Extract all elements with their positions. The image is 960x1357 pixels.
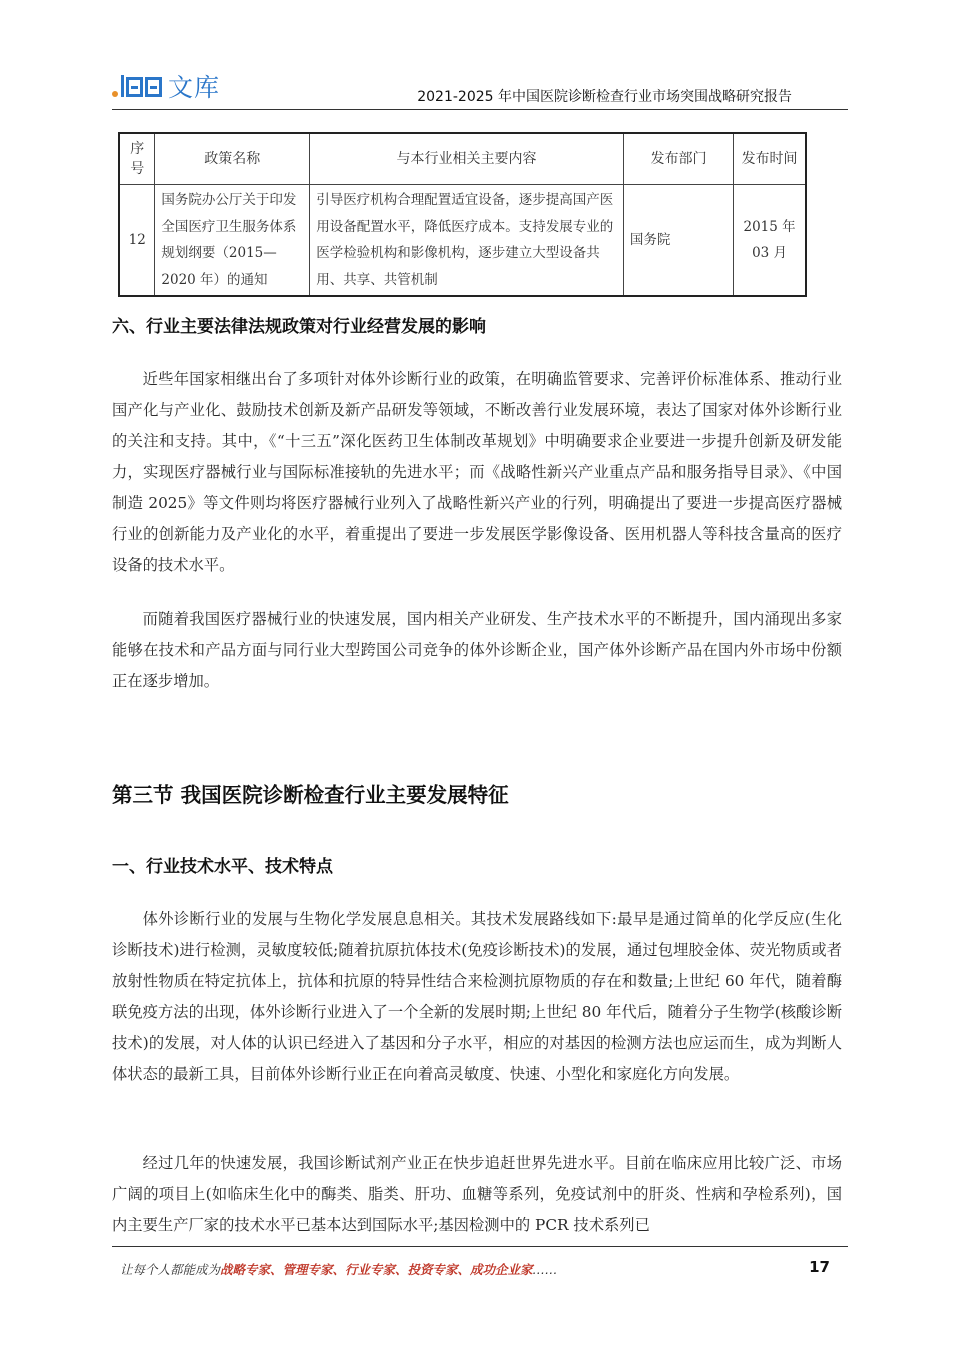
logo-dot-icon — [112, 91, 118, 97]
cell-date: 2015 年 03 月 — [734, 185, 806, 297]
footer-suffix: …… — [532, 1262, 558, 1277]
paragraph: 而随着我国医疗器械行业的快速发展，国内相关产业研发、生产技术水平的不断提升，国内涌现出多家能够在技术和产品方面与同行业大型跨国公司竞争的体外诊断企业，国产体外诊断产品在国内外市场中份额正在逐步增加。 — [112, 610, 842, 690]
col-header-name: 政策名称 — [155, 133, 310, 185]
section-heading-6: 六、行业主要法律法规政策对行业经营发展的影响 — [112, 317, 486, 337]
table-header-row — [119, 133, 806, 185]
table-row — [119, 185, 806, 297]
footer-prefix: 让每个人都能成为 — [120, 1262, 221, 1277]
col-header-content: 与本行业相关主要内容 — [310, 133, 624, 185]
cell-dept: 国务院 — [623, 185, 733, 297]
cell-no: 12 — [119, 185, 155, 297]
footer-divider — [112, 1246, 848, 1247]
site-logo[interactable] — [112, 70, 220, 102]
cell-name: 国务院办公厅关于印发全国医疗卫生服务体系规划纲要（2015—2020 年）的通知 — [155, 185, 310, 297]
cell-content: 引导医疗机构合理配置适宜设备，逐步提高国产医用设备配置水平，降低医疗成本。支持发展专业的医学检验机构和影像机构，逐步建立大型设备共用、共享、共管机制 — [310, 185, 624, 297]
logo-text: 文库 — [168, 73, 221, 102]
footer-slogan — [120, 1260, 558, 1278]
page-number: 17 — [809, 1258, 830, 1276]
paragraph: 体外诊断行业的发展与生物化学发展息息相关。其技术发展路线如下:最早是通过简单的化学反应(生化诊断技术)进行检测，灵敏度较低;随着抗原抗体技术(免疫诊断技术)的发展，通过包埋胶金体、荧光物质或者放射性物质在特定抗体上，抗体和抗原的特异性结合来检测抗原物质的存在和数量;上世纪 60 年代，随着酶联免疫方法的出现，体外诊断行业进入了一个全新的发展时期;上世纪 80 年代后，随着分子生物学(核酸诊断技术)的发展，对人体的认识已经进入了基因和分子水平，相应的对基因的检测方法也应运而生，成为判断人体状态的最新工具，目前体外诊断行业正在向着高灵敏度、快速、小型化和家庭化方向发展。 — [112, 910, 842, 1083]
col-header-no: 序号 — [119, 133, 155, 185]
footer-highlight: 战略专家、管理专家、行业专家、投资专家、成功企业家 — [220, 1262, 533, 1277]
paragraph: 近些年国家相继出台了多项针对体外诊断行业的政策，在明确监管要求、完善评价标准体系、推动行业国产化与产业化、鼓励技术创新及新产品研发等领域，不断改善行业发展环境，表达了国家对体外诊断行业的关注和支持。其中，《“十三五”深化医药卫生体制改革规划》中明确要求企业要进一步提升创新及研发能力，实现医疗器械行业与国际标准接轨的先进水平；而《战略性新兴产业重点产品和服务指导目录》、《中国制造 2025》等文件则均将医疗器械行业列入了战略性新兴产业的行列，明确提出了要进一步提高医疗器械行业的创新能力及产业化的水平，着重提出了要进一步发展医学影像设备、医用机器人等科技含量高的医疗设备的技术水平。 — [112, 370, 842, 574]
logo-mark-icon — [121, 75, 162, 97]
section-heading-1: 一、行业技术水平、技术特点 — [112, 857, 333, 877]
policy-table — [118, 132, 807, 297]
chapter-heading-3: 第三节 我国医院诊断检查行业主要发展特征 — [112, 783, 509, 807]
header-divider — [112, 109, 848, 110]
paragraph: 经过几年的快速发展，我国诊断试剂产业正在快步追赶世界先进水平。目前在临床应用比较广泛、市场广阔的项目上(如临床生化中的酶类、脂类、肝功、血糖等系列，免疫试剂中的肝炎、性病和孕检系列)，国内主要生产厂家的技术水平已基本达到国际水平;基因检测中的 PCR 技术系列已 — [112, 1154, 842, 1234]
col-header-dept: 发布部门 — [623, 133, 733, 185]
report-title: 2021-2025 年中国医院诊断检查行业市场突围战略研究报告 — [417, 89, 792, 105]
col-header-date: 发布时间 — [734, 133, 806, 185]
